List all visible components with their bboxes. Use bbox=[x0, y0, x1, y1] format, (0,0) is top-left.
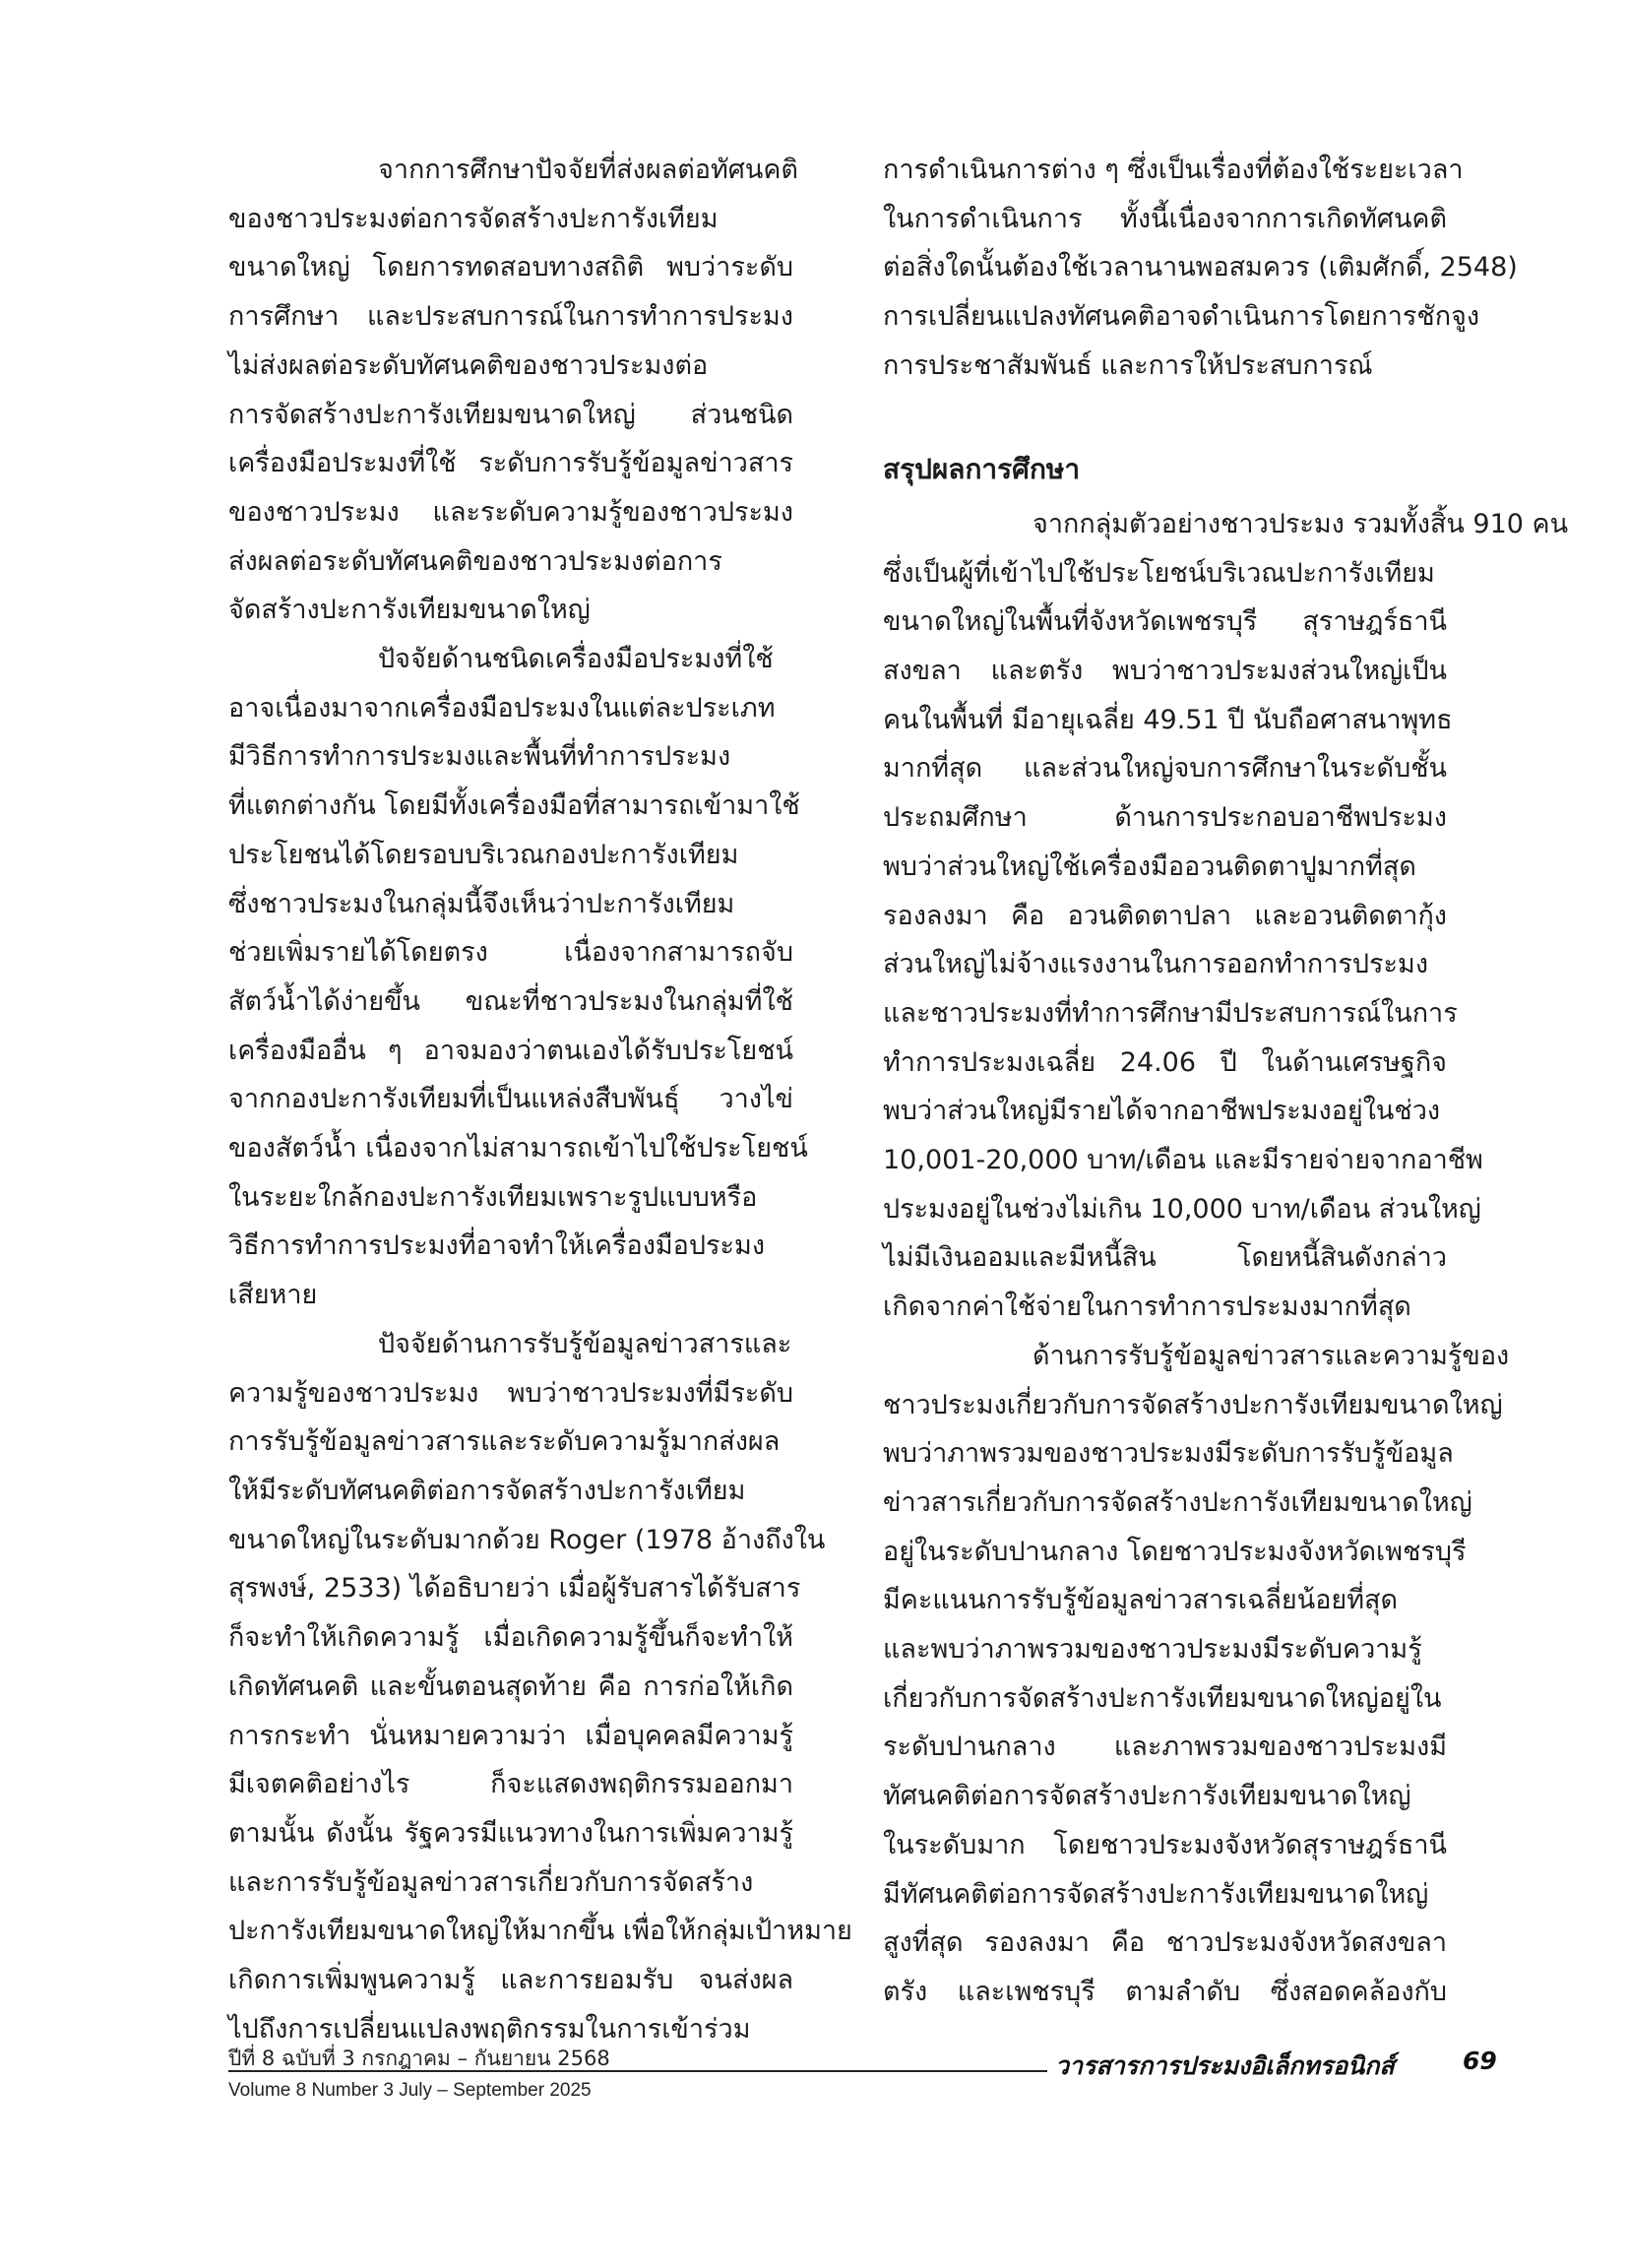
right-column-top-paragraph bbox=[883, 146, 1518, 391]
text-line: ในการดำเนินการ ทั้งนี้เนื่องจากการเกิดทัศนคติ bbox=[883, 203, 1447, 234]
text-line: การดำเนินการต่าง ๆ ซึ่งเป็นเรื่องที่ต้องใช้ระยะเวลา bbox=[883, 155, 1464, 185]
text-line: เกิดทัศนคติ และขั้นตอนสุดท้าย คือ การก่อให้เกิด bbox=[228, 1670, 793, 1702]
text-line: ข่าวสารเกี่ยวกับการจัดสร้างปะการังเทียมขนาดใหญ่ bbox=[883, 1486, 1472, 1518]
text-line: ช่วยเพิ่มรายได้โดยตรง เนื่องจากสามารถจับ bbox=[228, 937, 793, 969]
footer-journal-name: วารสารการประมงอิเล็กทรอนิกส์ bbox=[1055, 2051, 1395, 2080]
text-line: สงขลา และตรัง พบว่าชาวประมงส่วนใหญ่เป็น bbox=[883, 656, 1447, 687]
text-line: มีทัศนคติต่อการจัดสร้างปะการังเทียมขนาดใหญ่ bbox=[883, 1878, 1429, 1910]
footer-issue-english: Volume 8 Number 3 July – September 2025 bbox=[228, 2080, 592, 2101]
text-line: ซึ่งชาวประมงในกลุ่มนี้จึงเห็นว่าปะการังเทียม bbox=[228, 888, 735, 919]
text-line: ชาวประมงเกี่ยวกับการจัดสร้างปะการังเทียมขนาดใหญ่ bbox=[883, 1389, 1503, 1420]
text-line: ประมงอยู่ในช่วงไม่เกิน 10,000 บาท/เดือน ส่วนใหญ่ bbox=[883, 1193, 1481, 1225]
text-line: และชาวประมงที่ทำการศึกษามีประสบการณ์ในการ bbox=[883, 997, 1458, 1029]
text-line: ความรู้ของชาวประมง พบว่าชาวประมงที่มีระดับ bbox=[228, 1377, 793, 1409]
text-line: ทำการประมงเฉลี่ย 24.06 ปี ในด้านเศรษฐกิจ bbox=[883, 1046, 1447, 1078]
text-line: มีคะแนนการรับรู้ข้อมูลข่าวสารเฉลี่ยน้อยที่สุด bbox=[883, 1585, 1399, 1616]
text-line: ปัจจัยด้านการรับรู้ข้อมูลข่าวสารและ bbox=[378, 1328, 792, 1359]
text-line: ส่งผลต่อระดับทัศนคติของชาวประมงต่อการ bbox=[228, 545, 722, 577]
text-line: อยู่ในระดับปานกลาง โดยชาวประมงจังหวัดเพชรบุรี bbox=[883, 1536, 1467, 1567]
text-line: เกิดจากค่าใช้จ่ายในการทำการประมงมากที่สุด bbox=[883, 1292, 1411, 1323]
text-line: พบว่าส่วนใหญ่มีรายได้จากอาชีพประมงอยู่ในช่วง bbox=[883, 1096, 1441, 1127]
text-line: ทัศนคติต่อการจัดสร้างปะการังเทียมขนาดใหญ่ bbox=[883, 1781, 1411, 1812]
text-line: ของชาวประมงต่อการจัดสร้างปะการังเทียม bbox=[228, 203, 719, 234]
text-line: ไม่มีเงินออมและมีหนี้สิน โดยหนี้สินดังกล่าว bbox=[883, 1242, 1447, 1274]
text-line: ขนาดใหญ่ในระดับมากด้วย Roger (1978 อ้างถึงใน bbox=[228, 1524, 826, 1555]
text-line: ขนาดใหญ่ โดยการทดสอบทางสถิติ พบว่าระดับ bbox=[228, 252, 793, 284]
text-line: ด้านการรับรู้ข้อมูลข่าวสารและความรู้ของ bbox=[1033, 1340, 1510, 1371]
text-line: ปะการังเทียมขนาดใหญ่ให้มากขึ้น เพื่อให้กลุ่มเป้าหมาย bbox=[228, 1916, 852, 1947]
text-line: มีเจตคติอย่างไร ก็จะแสดงพฤติกรรมออกมา bbox=[228, 1769, 793, 1800]
text-line: มีวิธีการทำการประมงและพื้นที่ทำการประมง bbox=[228, 741, 731, 773]
text-line: เกิดการเพิ่มพูนความรู้ และการยอมรับ จนส่งผล bbox=[228, 1965, 793, 1996]
text-line: ปัจจัยด้านชนิดเครื่องมือประมงที่ใช้ bbox=[378, 644, 774, 675]
footer-issue-thai: ปีที่ 8 ฉบับที่ 3 กรกฎาคม – กันยายน 2568 bbox=[228, 2047, 610, 2070]
text-line: ส่วนใหญ่ไม่จ้างแรงงานในการออกทำการประมง bbox=[883, 949, 1429, 980]
text-line: จากการศึกษาปัจจัยที่ส่งผลต่อทัศนคติ bbox=[378, 155, 798, 185]
left-column bbox=[228, 146, 852, 2053]
text-line: ระดับปานกลาง และภาพรวมของชาวประมงมี bbox=[883, 1732, 1447, 1763]
text-line: เกี่ยวกับการจัดสร้างปะการังเทียมขนาดใหญ่อยู่ใน bbox=[883, 1682, 1442, 1714]
right-column-conclusion-body bbox=[883, 500, 1569, 2017]
text-line: เสียหาย bbox=[228, 1280, 318, 1311]
text-line: เครื่องมือประมงที่ใช้ ระดับการรับรู้ข้อมูลข่าวสาร bbox=[228, 448, 793, 479]
text-line: พบว่าส่วนใหญ่ใช้เครื่องมืออวนติดตาปูมากที่สุด bbox=[883, 850, 1416, 882]
text-line: ไปถึงการเปลี่ยนแปลงพฤติกรรมในการเข้าร่วม bbox=[228, 2013, 751, 2045]
footer-page-number: 69 bbox=[1463, 2047, 1497, 2075]
text-line: การจัดสร้างปะการังเทียมขนาดใหญ่ ส่วนชนิด bbox=[228, 399, 793, 430]
text-line: ของชาวประมง และระดับความรู้ของชาวประมง bbox=[228, 496, 793, 528]
text-line: ให้มีระดับทัศนคติต่อการจัดสร้างปะการังเทียม bbox=[228, 1475, 746, 1506]
text-line: จากกลุ่มตัวอย่างชาวประมง รวมทั้งสิ้น 910 คน bbox=[1033, 508, 1569, 539]
text-line: เครื่องมืออื่น ๆ อาจมองว่าตนเองได้รับประโยชน์ bbox=[228, 1035, 793, 1066]
text-line: อาจเนื่องมาจากเครื่องมือประมงในแต่ละประเภท bbox=[228, 692, 776, 724]
section-heading-conclusion: สรุปผลการศึกษา bbox=[883, 453, 1081, 486]
text-line: การกระทำ นั่นหมายความว่า เมื่อบุคคลมีความรู้ bbox=[228, 1720, 793, 1751]
text-line: ต่อสิ่งใดนั้นต้องใช้เวลานานพอสมควร (เติมศักดิ์, 2548) bbox=[883, 252, 1518, 284]
text-line: ตรัง และเพชรบุรี ตามลำดับ ซึ่งสอดคล้องกับ bbox=[883, 1977, 1447, 2007]
text-line: พบว่าภาพรวมของชาวประมงมีระดับการรับรู้ข้อมูล bbox=[883, 1438, 1454, 1470]
text-line: ขนาดใหญ่ในพื้นที่จังหวัดเพชรบุรี สุราษฎร์ธานี bbox=[883, 606, 1447, 638]
footer-divider-rule bbox=[228, 2070, 1047, 2072]
text-line: จัดสร้างปะการังเทียมขนาดใหญ่ bbox=[228, 595, 591, 626]
text-line: การศึกษา และประสบการณ์ในการทำการประมง bbox=[228, 301, 793, 333]
text-line: ไม่ส่งผลต่อระดับทัศนคติของชาวประมงต่อ bbox=[228, 349, 709, 381]
text-line: จากกองปะการังเทียมที่เป็นแหล่งสืบพันธุ์ วางไข่ bbox=[228, 1084, 793, 1115]
text-line: ในระยะใกล้กองปะการังเทียมเพราะรูปแบบหรือ bbox=[228, 1181, 758, 1213]
right-column bbox=[883, 146, 1569, 2017]
text-line: ที่แตกต่างกัน โดยมีทั้งเครื่องมือที่สามารถเข้ามาใช้ bbox=[228, 790, 800, 822]
text-line: และการรับรู้ข้อมูลข่าวสารเกี่ยวกับการจัดสร้าง bbox=[228, 1866, 754, 1898]
text-line: คนในพื้นที่ มีอายุเฉลี่ย 49.51 ปี นับถือศาสนาพุทธ bbox=[883, 704, 1453, 735]
text-line: การเปลี่ยนแปลงทัศนคติอาจดำเนินการโดยการชักจูง bbox=[883, 301, 1480, 333]
text-line: ของสัตว์น้ำ เนื่องจากไม่สามารถเข้าไปใช้ประโยชน์ bbox=[228, 1133, 808, 1165]
text-line: และพบว่าภาพรวมของชาวประมงมีระดับความรู้ bbox=[883, 1634, 1422, 1666]
text-line: ซึ่งเป็นผู้ที่เข้าไปใช้ประโยชน์บริเวณปะการังเทียม bbox=[883, 557, 1435, 589]
text-line: ในระดับมาก โดยชาวประมงจังหวัดสุราษฎร์ธานี bbox=[883, 1829, 1447, 1860]
text-line: มากที่สุด และส่วนใหญ่จบการศึกษาในระดับชั้น bbox=[883, 753, 1447, 785]
text-line: ประถมศึกษา ด้านการประกอบอาชีพประมง bbox=[883, 802, 1447, 834]
text-line: ก็จะทำให้เกิดความรู้ เมื่อเกิดความรู้ขึ้นก็จะทำให้ bbox=[228, 1622, 793, 1654]
text-line: การรับรู้ข้อมูลข่าวสารและระดับความรู้มากส่งผล bbox=[228, 1426, 781, 1458]
text-line: รองลงมา คือ อวนติดตาปลา และอวนติดตากุ้ง bbox=[883, 900, 1447, 931]
text-line: 10,001-20,000 บาท/เดือน และมีรายจ่ายจากอาชีพ bbox=[883, 1145, 1483, 1176]
text-line: ประโยชนได้โดยรอบบริเวณกองปะการังเทียม bbox=[228, 839, 739, 870]
text-line: วิธีการทำการประมงที่อาจทำให้เครื่องมือประมง bbox=[228, 1230, 766, 1262]
text-line: สุรพงษ์, 2533) ได้อธิบายว่า เมื่อผู้รับสารได้รับสาร bbox=[228, 1573, 801, 1605]
text-line: สัตว์น้ำได้ง่ายขึ้น ขณะที่ชาวประมงในกลุ่มที่ใช้ bbox=[228, 985, 793, 1017]
text-line: ตามนั้น ดังนั้น รัฐควรมีแนวทางในการเพิ่มความรู้ bbox=[228, 1817, 793, 1849]
text-line: สูงที่สุด รองลงมา คือ ชาวประมงจังหวัดสงขลา bbox=[883, 1927, 1447, 1959]
paragraph-spacer bbox=[883, 391, 1447, 440]
text-line: การประชาสัมพันธ์ และการให้ประสบการณ์ bbox=[883, 349, 1373, 381]
